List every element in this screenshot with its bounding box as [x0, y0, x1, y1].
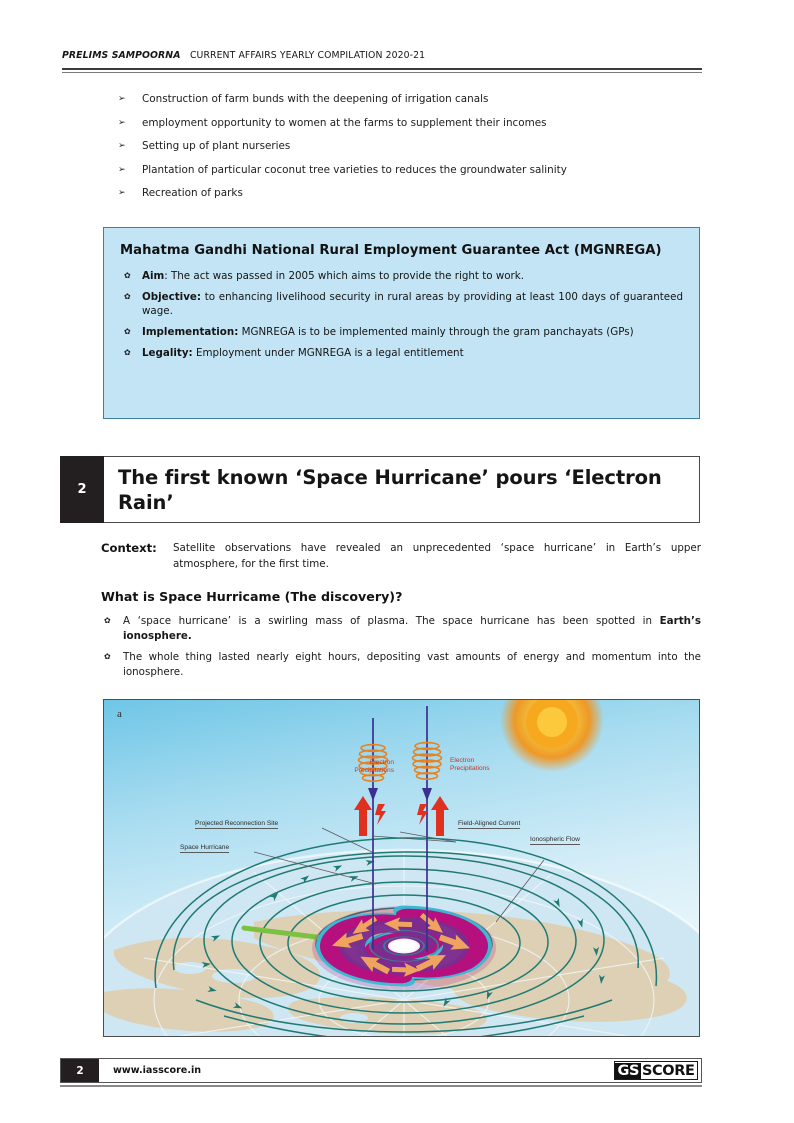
- list-item: [101, 650, 701, 679]
- callout-list-item: [120, 325, 683, 339]
- callout-item-label: Objective:: [142, 290, 202, 303]
- dot-bullet-icon: ✿: [124, 291, 131, 301]
- context-block: [101, 541, 701, 572]
- footer-divider: [60, 1085, 702, 1087]
- callout-item-label: Implementation:: [142, 326, 239, 339]
- space-hurricane-figure: [103, 699, 700, 1037]
- hurricane-eye: [388, 939, 420, 954]
- logo-gs-text: GS: [615, 1063, 641, 1079]
- callout-item-separator: :: [164, 269, 168, 282]
- list-item-text: Construction of farm bunds with the deepening of irrigation canals: [142, 93, 489, 105]
- mgnrega-callout-box: [103, 227, 700, 419]
- electron-label-line1: Electron: [450, 757, 475, 764]
- callout-list-item: [120, 346, 683, 360]
- electron-label-line2: Precipitations: [354, 767, 394, 775]
- ionospheric-flow-label: Ionospheric Flow: [530, 836, 580, 843]
- callout-item-label: Legality:: [142, 347, 193, 360]
- discovery-bullet-list: [101, 614, 701, 686]
- section-heading: [60, 456, 700, 523]
- list-item-text: The whole thing lasted nearly eight hours, depositing vast amounts of energy and momentum into the ionosphere.: [123, 651, 701, 678]
- callout-list-item: [120, 290, 683, 318]
- context-text: Satellite observations have revealed an unprecedented ‘space hurricane’ in Earth’s upper atmosphere, for the first time.: [173, 542, 701, 570]
- list-item-bold-text: Earth’s ionosphere.: [123, 615, 701, 642]
- page-footer: [60, 1058, 702, 1083]
- arrow-bullet-list: [118, 92, 698, 210]
- list-item: [118, 139, 698, 153]
- list-item: [118, 163, 698, 177]
- electron-precipitations-left-label: [336, 759, 394, 776]
- dot-bullet-icon: ✿: [124, 327, 131, 337]
- header-title-bold: PRELIMS SAMPOORNA: [62, 50, 181, 61]
- callout-item-label: Aim: [142, 269, 165, 282]
- callout-item-text: to enhancing livelihood security in rural areas by providing at least 100 days of guaranteed wage.: [142, 290, 683, 317]
- projected-reconnection-site-label: Projected Reconnection Site: [195, 820, 279, 827]
- dot-bullet-icon: ✿: [124, 348, 131, 358]
- arrow-bullet-icon: ➢: [118, 141, 126, 151]
- electron-precipitations-right-label: [450, 757, 490, 774]
- list-item: [118, 116, 698, 130]
- header-title-regular: CURRENT AFFAIRS YEARLY COMPILATION 2020-21: [189, 50, 426, 61]
- arrow-bullet-icon: ➢: [118, 164, 126, 175]
- footer-website[interactable]: www.iasscore.in: [99, 1059, 614, 1082]
- list-item-text: employment opportunity to women at the farms to supplement their incomes: [142, 116, 547, 129]
- callout-title: Mahatma Gandhi National Rural Employment Guarantee Act (MGNREGA): [120, 243, 662, 258]
- list-item-text: Setting up of plant nurseries: [142, 140, 291, 152]
- dot-bullet-icon: ✿: [124, 270, 131, 280]
- context-label: Context:: [101, 541, 157, 555]
- arrow-bullet-icon: ➢: [118, 117, 126, 128]
- list-item: [101, 614, 701, 643]
- gsscore-logo: [614, 1061, 698, 1080]
- list-item-text: A ‘space hurricane’ is a swirling mass of plasma. The space hurricane has been spotted in: [123, 615, 660, 627]
- header-text: [62, 50, 702, 61]
- callout-item-text: The act was passed in 2005 which aims to provide the right to work.: [167, 269, 525, 282]
- list-item: [118, 186, 698, 200]
- list-item: [118, 92, 698, 106]
- space-hurricane-label: Space Hurricane: [180, 844, 230, 851]
- list-item-text: Recreation of parks: [142, 187, 243, 199]
- section-number-badge: 2: [60, 456, 104, 523]
- space-hurricane-spiral: [312, 906, 496, 990]
- electron-label-line2: Precipitations: [450, 765, 490, 773]
- electron-label-line1: Electron: [369, 759, 394, 766]
- callout-item-text: MGNREGA is to be implemented mainly through the gram panchayats (GPs): [238, 326, 634, 339]
- dot-bullet-icon: ✿: [104, 652, 111, 661]
- page-header: [62, 50, 702, 61]
- figure-panel-label: a: [117, 708, 122, 720]
- field-aligned-current-arrow-left: [354, 796, 372, 836]
- section-title-box: [104, 456, 700, 523]
- list-item-text: Plantation of particular coconut tree varieties to reduces the groundwater salinity: [142, 163, 567, 176]
- logo-score-text: SCORE: [641, 1063, 697, 1079]
- figure-illustration: [104, 700, 699, 1036]
- callout-item-text: Employment under MGNREGA is a legal entitlement: [192, 347, 464, 360]
- header-divider: [62, 68, 702, 73]
- field-aligned-current-label: Field-Aligned Current: [458, 820, 521, 827]
- subsection-heading: What is Space Hurricame (The discovery)?: [101, 589, 403, 604]
- field-aligned-current-arrow-right: [431, 796, 449, 836]
- lightning-bolt-left: [375, 804, 386, 825]
- section-title: The first known ‘Space Hurricane’ pours ‘Electron Rain’: [118, 465, 662, 514]
- arrow-bullet-icon: ➢: [118, 94, 126, 104]
- footer-page-number: 2: [61, 1059, 99, 1082]
- dot-bullet-icon: ✿: [104, 616, 111, 625]
- arrow-bullet-icon: ➢: [118, 188, 126, 198]
- callout-list-item: [120, 269, 683, 283]
